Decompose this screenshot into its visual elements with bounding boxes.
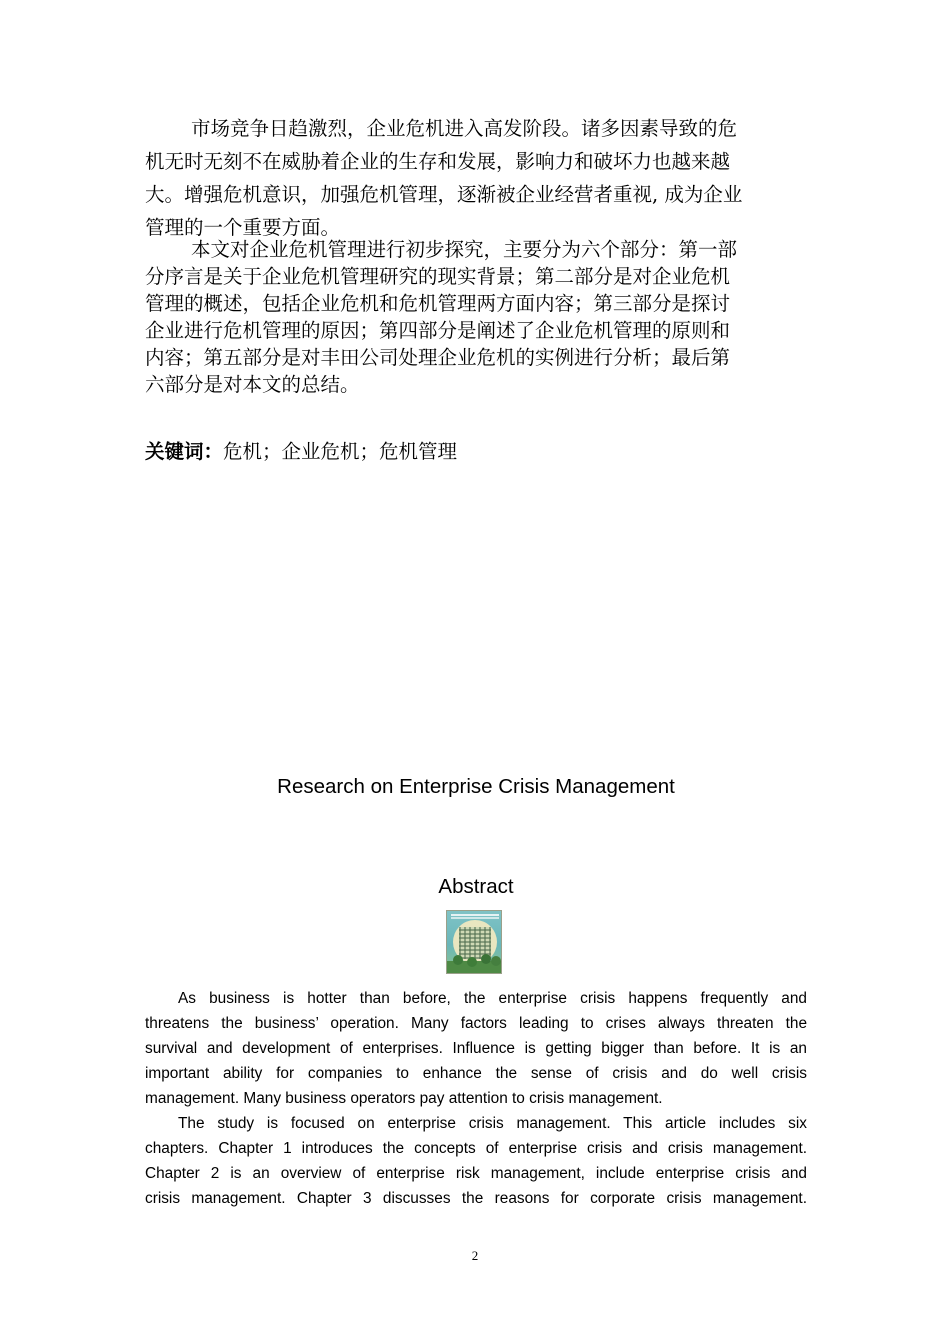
text-line: 管理的概述，包括企业危机和危机管理两方面内容；第三部分是探讨 (145, 292, 731, 315)
text-line: 大。增强危机意识，加强危机管理，逐渐被企业经营者重视, 成为企业 (145, 183, 743, 206)
english-abstract-paragraph-1 (145, 986, 807, 1111)
keywords-text: 危机；企业危机；危机管理 (223, 440, 458, 463)
text-line: As business is hotter than before, the enterprise crisis happens frequently and (178, 990, 807, 1007)
text-line: chapters. Chapter 1 introduces the concepts of enterprise crisis and crisis management. (145, 1140, 807, 1157)
text-line: 机无时无刻不在威胁着企业的生存和发展，影响力和破坏力也越来越 (145, 150, 731, 173)
text-line: 市场竞争日趋激烈，企业危机进入高发阶段。诸多因素导致的危 (191, 117, 738, 140)
english-abstract-paragraph-2 (145, 1111, 807, 1211)
chinese-abstract-paragraph-2 (145, 236, 807, 398)
chinese-abstract-paragraph-1 (145, 114, 807, 243)
text-line: management. Many business operators pay attention to crisis management. (145, 1090, 663, 1107)
abstract-heading: Abstract (438, 875, 514, 898)
text-line: crisis management. Chapter 3 discusses the reasons for corporate crisis management. (145, 1190, 807, 1207)
text-line: threatens the business’ operation. Many factors leading to crises always threaten the (145, 1015, 807, 1032)
text-line: important ability for companies to enhance the sense of crisis and do well crisis (145, 1065, 807, 1082)
text-line: 六部分是对本文的总结。 (145, 373, 360, 396)
text-line: 本文对企业危机管理进行初步探究，主要分为六个部分：第一部 (191, 238, 738, 261)
qr-code-badge-icon (446, 910, 502, 974)
text-line: Chapter 2 is an overview of enterprise risk management, include enterprise crisis and (145, 1165, 807, 1182)
badge-header-lines (451, 914, 499, 916)
english-title: Research on Enterprise Crisis Management (277, 775, 675, 798)
text-line: 管理的一个重要方面。 (145, 216, 341, 239)
keywords-label: 关键词： (145, 440, 224, 463)
text-line: 分序言是关于企业危机管理研究的现实背景；第二部分是对企业危机 (145, 265, 731, 288)
page-number: 2 (471, 1248, 479, 1263)
text-line: 内容；第五部分是对丰田公司处理企业危机的实例进行分析；最后第 (145, 346, 731, 369)
chinese-keywords (145, 437, 807, 467)
badge-trees-shape (447, 961, 502, 973)
qr-code-pattern (459, 927, 491, 959)
text-line: survival and development of enterprises. Influence is getting bigger than before. It is an (145, 1040, 807, 1057)
text-line: The study is focused on enterprise crisis management. This article includes six (178, 1115, 807, 1132)
text-line: 企业进行危机管理的原因；第四部分是阐述了企业危机管理的原则和 (145, 319, 731, 342)
